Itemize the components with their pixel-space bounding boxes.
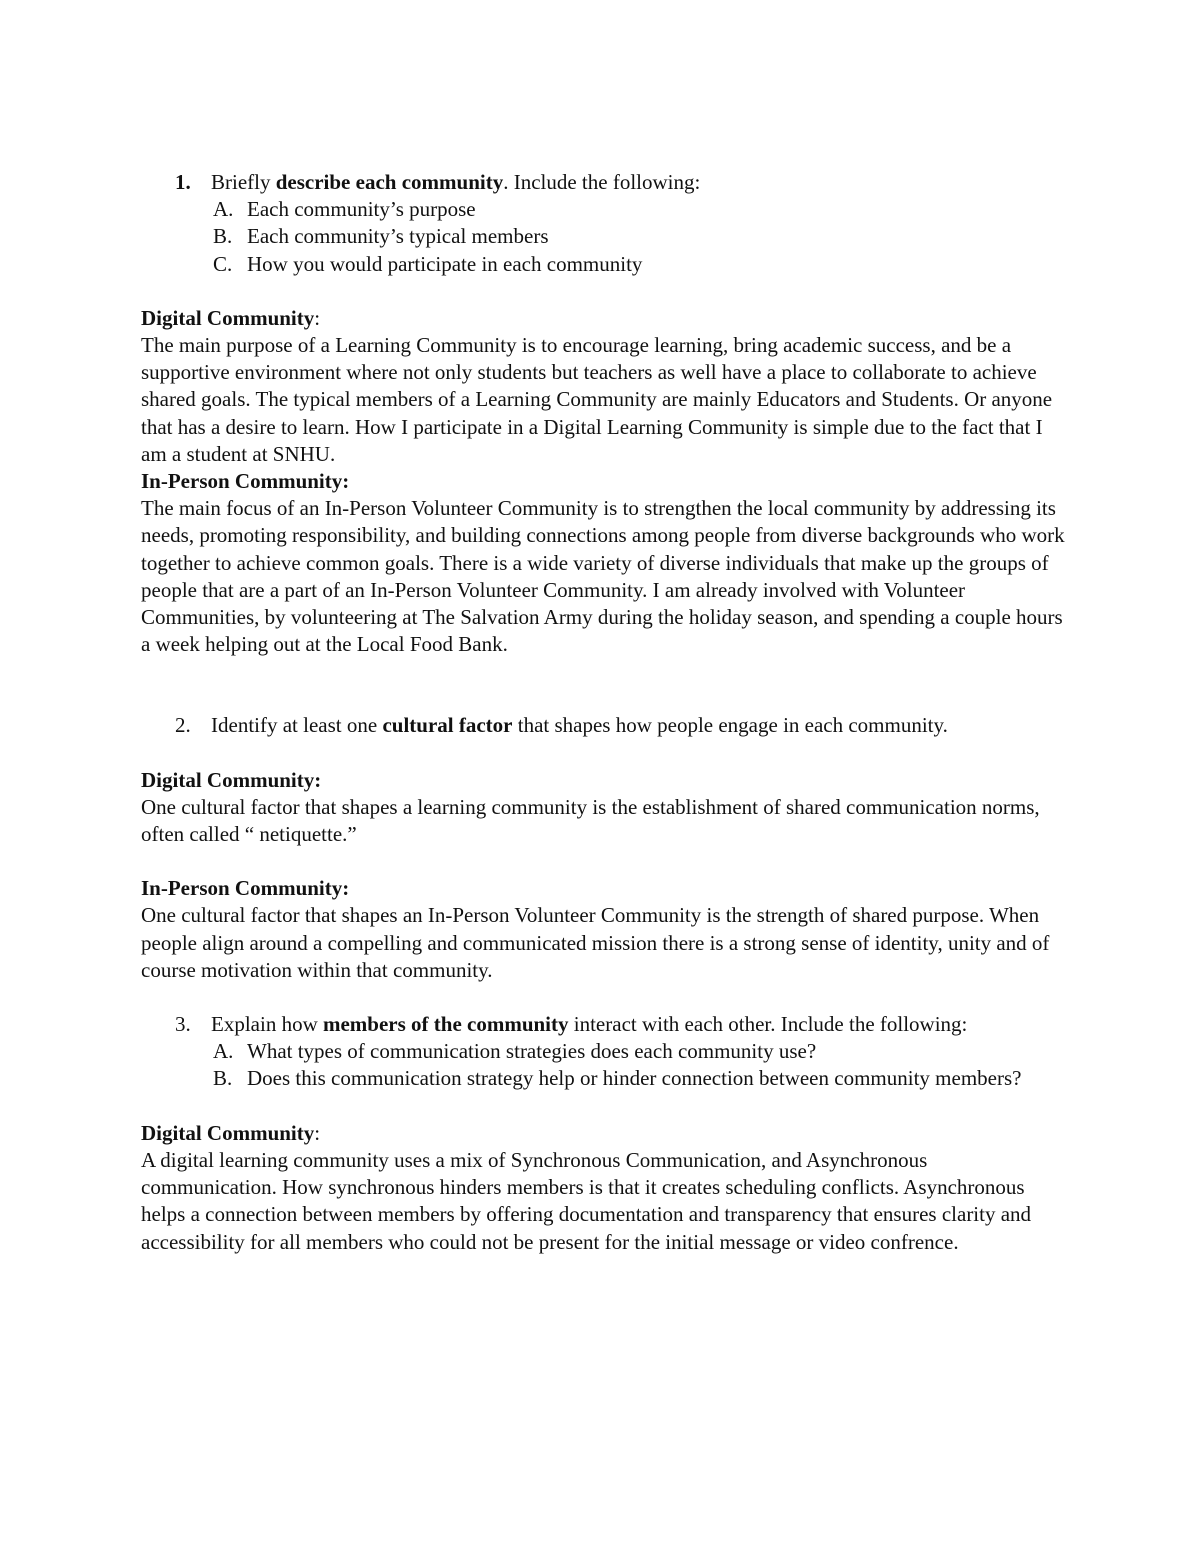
sub-item xyxy=(141,1038,1066,1065)
digital-community-answer: A digital learning community uses a mix of Synchronous Communication, and Asynchronous communication. How synchronous hinders members is that it creates scheduling conflicts. Asynchronous helps a connection between members by offering documentation and transparency that ensures clarity and accessibility for all members who could not be present for the initial message or video confrence. xyxy=(141,1147,1032,1254)
in-person-community-answer: The main focus of an In-Person Volunteer Community is to strengthen the local community by addressing its needs, promoting responsibility, and building connections among people from diverse backgrounds who work together to achieve common goals. There is a wide variety of diverse individuals that make up the groups of people that are a part of an In-Person Volunteer Community. I am already involved with Volunteer Communities, by volunteering at The Salvation Army during the holiday season, and spending a couple hours a week helping out at the Local Food Bank. xyxy=(141,496,1065,657)
question-text-post: . Include the following: xyxy=(503,170,701,194)
digital-community-heading: Digital Community: xyxy=(141,1120,321,1145)
in-person-community-answer: One cultural factor that shapes an In-Person Volunteer Community is the strength of shared purpose. When people align around a compelling and communicated mission there is a strong sense of identity, unity and of course motivation within that community. xyxy=(141,903,1050,982)
question-keyword: describe each community xyxy=(275,170,504,194)
question-keyword: members of the community xyxy=(322,1012,569,1037)
sub-item xyxy=(141,1065,1066,1092)
question-2 xyxy=(141,712,1066,739)
sub-item-letter: A. xyxy=(213,197,234,222)
digital-community-heading: Digital Community: xyxy=(141,305,321,330)
sub-item-letter: B. xyxy=(213,224,233,249)
sub-item-text: Does this communication strategy help or hinder connection between community members? xyxy=(247,1066,1022,1091)
question-3 xyxy=(141,1011,1066,1038)
sub-item-text: Each community’s typical members xyxy=(247,224,549,249)
question-number: 2. xyxy=(175,713,191,738)
sub-item xyxy=(141,251,1066,278)
sub-item-letter: B. xyxy=(213,1066,233,1091)
sub-item-text: Each community’s purpose xyxy=(247,197,476,222)
question-text-pre: Explain how xyxy=(211,1012,323,1037)
sub-item-text: How you would participate in each community xyxy=(247,251,643,276)
digital-community-answer: One cultural factor that shapes a learning community is the establishment of shared communication norms, often called “ netiquette.” xyxy=(141,794,1040,847)
question-text-pre: Identify at least one xyxy=(211,713,383,738)
question-1 xyxy=(141,169,1066,196)
question-text-post: interact with each other. Include the following: xyxy=(568,1012,968,1037)
document-body xyxy=(141,169,1066,1256)
question-keyword: cultural factor xyxy=(382,713,513,738)
sub-item-text: What types of communication strategies does each community use? xyxy=(247,1039,817,1064)
in-person-community-heading: In-Person Community: xyxy=(141,876,350,901)
digital-community-heading: Digital Community: xyxy=(141,767,322,792)
in-person-community-heading: In-Person Community: xyxy=(141,469,350,494)
sub-item-letter: C. xyxy=(213,251,233,276)
question-text-post: that shapes how people engage in each community. xyxy=(512,713,948,738)
sub-item-letter: A. xyxy=(213,1039,234,1064)
question-text-pre: Briefly xyxy=(211,170,276,194)
sub-item xyxy=(141,223,1066,250)
question-number: 3. xyxy=(175,1012,191,1037)
sub-item xyxy=(141,196,1066,223)
digital-community-answer: The main purpose of a Learning Community is to encourage learning, bring academic success, and be a supportive environment where not only students but teachers as well have a place to collaborate to achieve shared goals. The typical members of a Learning Community are mainly Educators and Students. Or anyone that has a desire to learn. How I participate in a Digital Learning Community is simple due to the fact that I am a student at SNHU. xyxy=(141,333,1053,466)
question-number: 1. xyxy=(175,170,191,194)
